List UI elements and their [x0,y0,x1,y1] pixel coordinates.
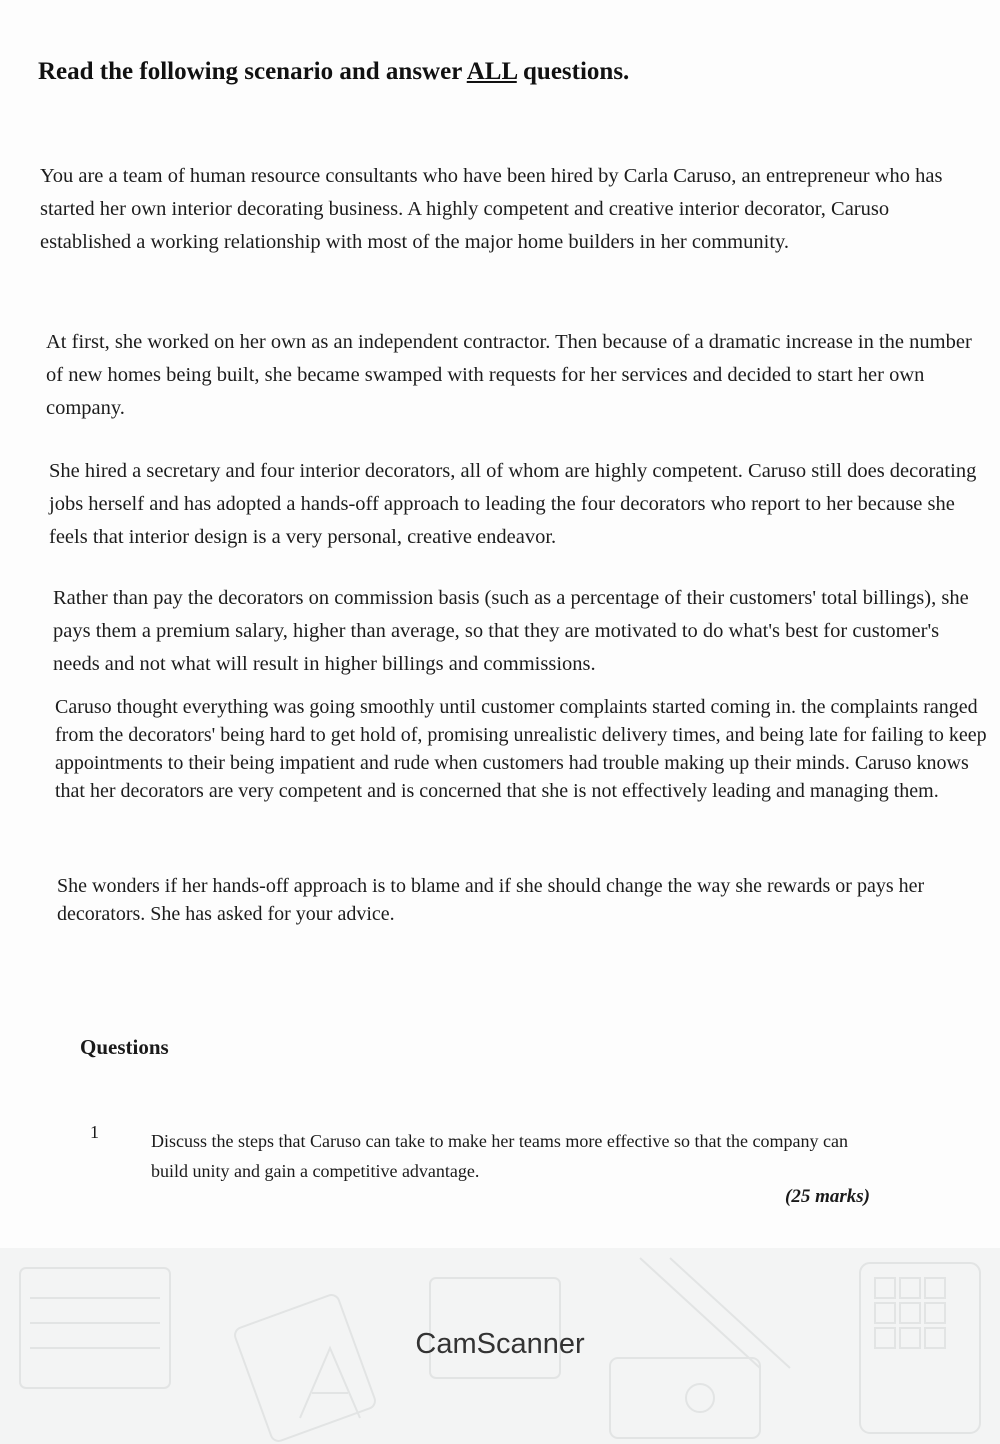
camscanner-brand: CamScanner [415,1328,585,1360]
scenario-paragraph-3: She hired a secretary and four interior decorators, all of whom are highly competent. Caruso still does decorating jobs herself and has adopted a hands-off approach to leading the four decorators who report to her because she feels that interior design is a very personal, creative endeavor. [49,460,977,548]
question-text: Discuss the steps that Caruso can take to make her teams more effective so that the company can build unity and gain a competitive advantage. [151,1131,848,1181]
scenario-paragraph-5: Caruso thought everything was going smoothly until customer complaints started coming in. the complaints ranged from the decorators' being hard to get hold of, promising unrealistic delivery times, and being late for failing to keep appointments to their being impatient and rude when customers had trouble making up their minds. Caruso knows that her decorators are very competent and is concerned that she is not effectively leading and managing them. [55,696,987,802]
instruction-emphasis: ALL [466,58,517,85]
instruction-text-end: questions. [516,58,630,85]
questions-heading: Questions [80,1035,169,1059]
instruction-text-start: Read the following scenario and answer [38,58,467,85]
question-number: 1 [90,1122,99,1142]
scenario-paragraph-2: At first, she worked on her own as an independent contractor. Then because of a dramatic increase in the number of new homes being built, she became swamped with requests for her services and decided to start her own company. [46,331,972,419]
scenario-paragraph-1: You are a team of human resource consultants who have been hired by Carla Caruso, an entrepreneur who has started her own interior decorating business. A highly competent and creative interior decorator, Caruso established a working relationship with most of the major home builders in her community. [40,165,943,253]
scenario-paragraph-6: She wonders if her hands-off approach is to blame and if she should change the way she rewards or pays her decorators. She has asked for your advice. [57,875,925,925]
scenario-paragraph-4: Rather than pay the decorators on commission basis (such as a percentage of their customers' total billings), she pays them a premium salary, higher than average, so that they are motivated to do what's best for customer's needs and not what will result in higher billings and commissions. [53,587,969,675]
instruction-heading [38,58,629,86]
question-marks: (25 marks) [785,1186,870,1207]
